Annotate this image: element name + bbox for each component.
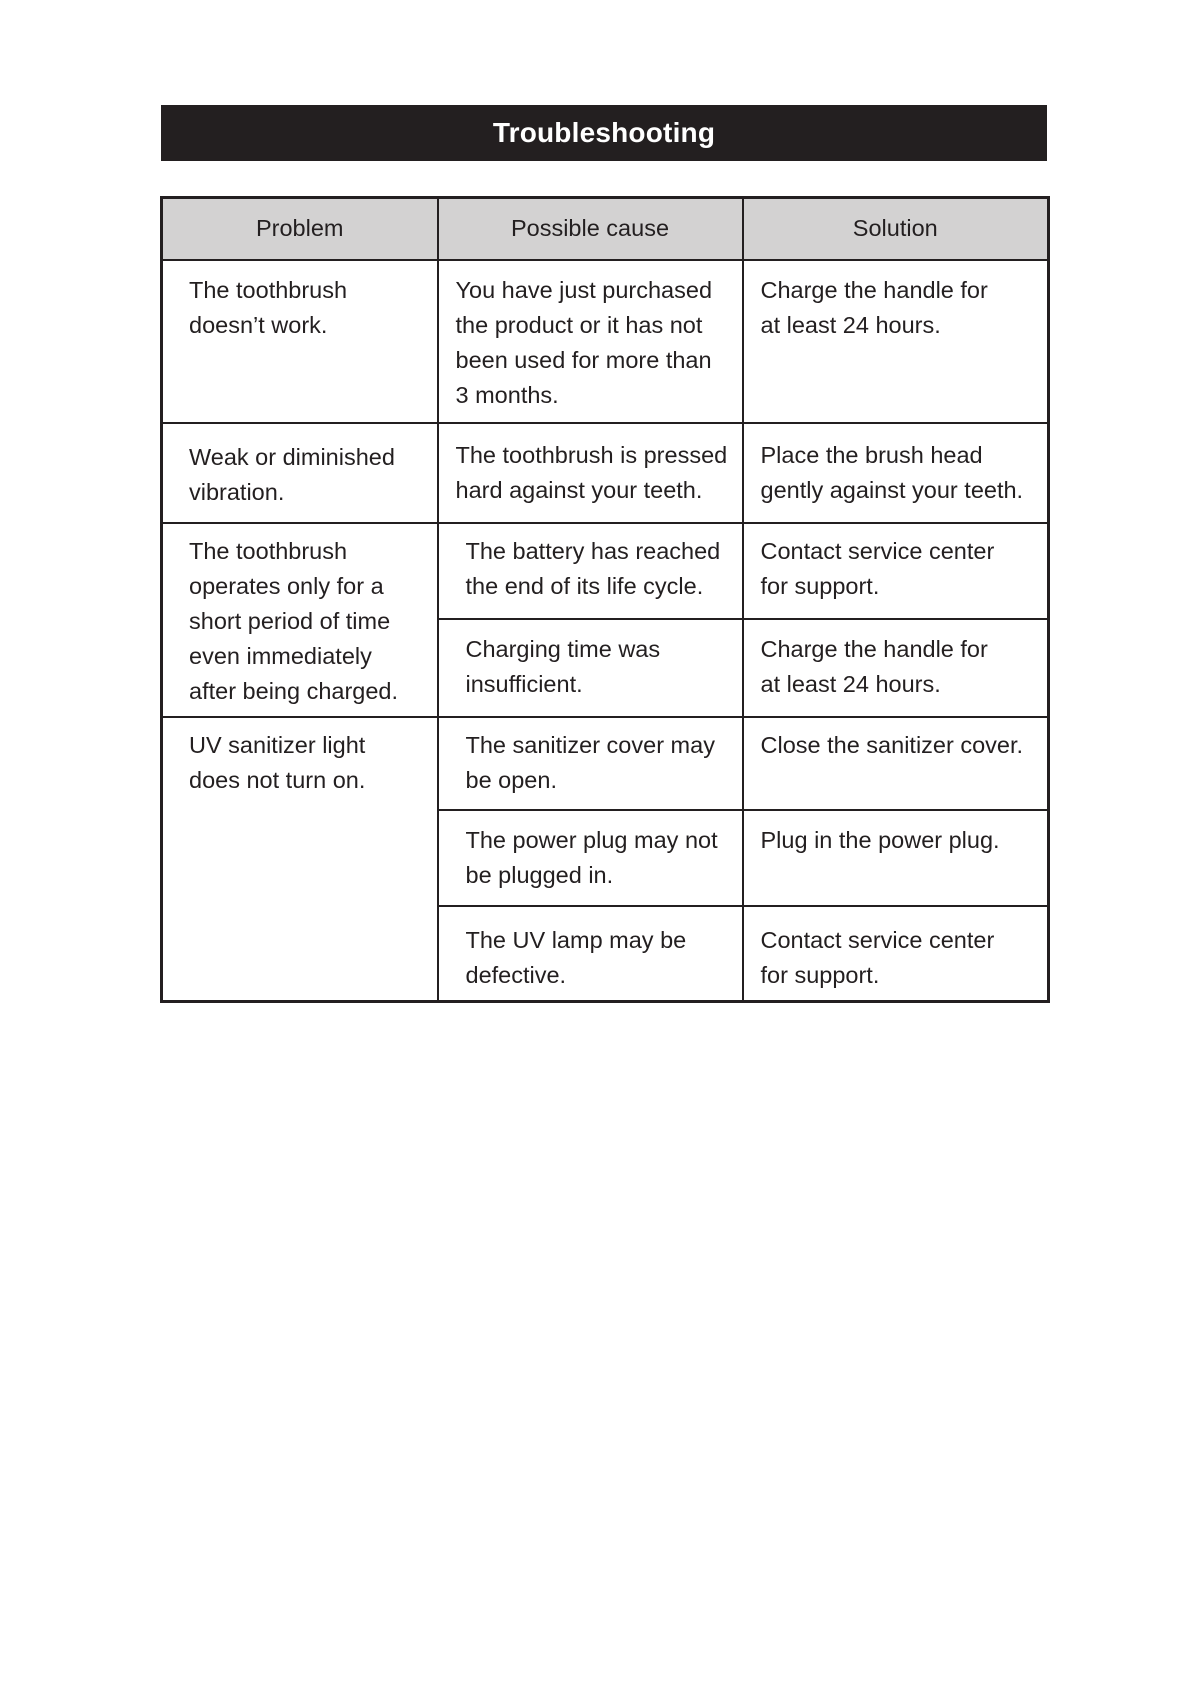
problem-cell: UV sanitizer light does not turn on. [162,717,438,1002]
section-title: Troubleshooting [492,117,716,148]
solution-cell: Charge the handle for at least 24 hours. [743,619,1049,717]
cause-cell: The power plug may not be plugged in. [438,810,743,906]
section-title-bar [161,105,1047,161]
problem-cell: The toothbrush doesn’t work. [162,260,438,423]
cause-cell: The battery has reached the end of its life cycle. [438,523,743,619]
header-possible-cause: Possible cause [438,198,743,260]
cause-cell: The sanitizer cover may be open. [438,717,743,810]
table-row [162,423,1049,523]
table-header-row [162,198,1049,260]
cause-cell: The UV lamp may be defective. [438,906,743,1002]
problem-cell: The toothbrush operates only for a short period of time even immediately after being charged. [162,523,438,717]
header-solution: Solution [743,198,1049,260]
table-row [162,717,1049,810]
troubleshooting-table [160,196,1050,1003]
solution-cell: Close the sanitizer cover. [743,717,1049,810]
problem-cell: Weak or diminished vibration. [162,423,438,523]
cause-cell: You have just purchased the product or it has not been used for more than 3 months. [438,260,743,423]
table-row [162,523,1049,619]
solution-cell: Place the brush head gently against your teeth. [743,423,1049,523]
header-problem: Problem [162,198,438,260]
solution-cell: Contact service center for support. [743,906,1049,1002]
solution-cell: Charge the handle for at least 24 hours. [743,260,1049,423]
solution-cell: Plug in the power plug. [743,810,1049,906]
cause-cell: The toothbrush is pressed hard against your teeth. [438,423,743,523]
table-row [162,260,1049,423]
solution-cell: Contact service center for support. [743,523,1049,619]
cause-cell: Charging time was insufficient. [438,619,743,717]
